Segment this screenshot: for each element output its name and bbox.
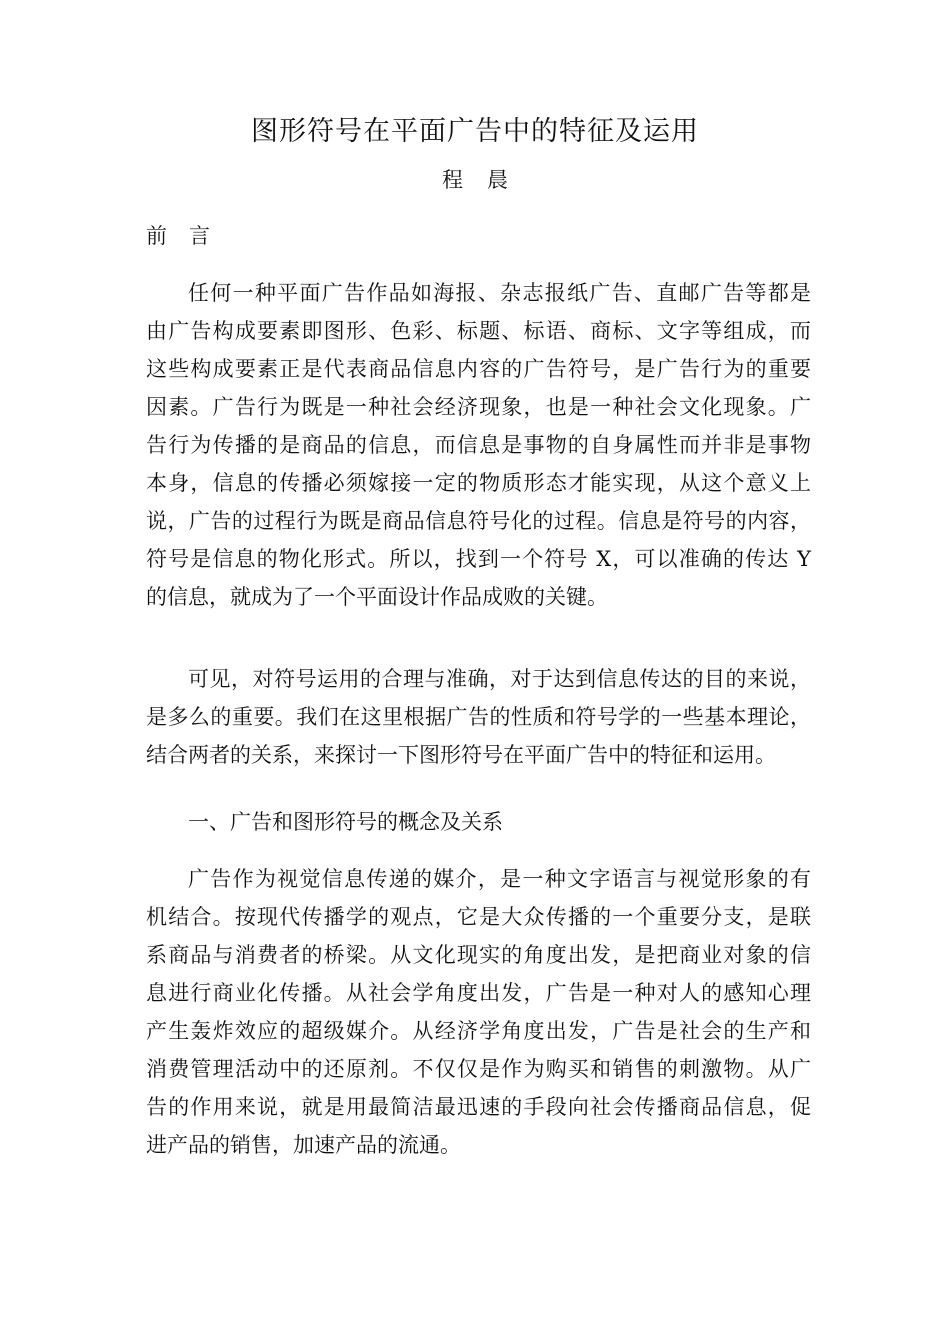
text-line: 系商品与消费者的桥梁。从文化现实的角度出发，是把商业对象的信 — [146, 943, 811, 967]
paragraph-intro-2 — [146, 660, 811, 774]
text-line: 因素。广告行为既是一种社会经济现象，也是一种社会文化现象。广 — [146, 395, 811, 419]
preface-heading: 前言 — [146, 224, 232, 248]
document-title: 图形符号在平面广告中的特征及运用 — [251, 116, 699, 147]
text-line: 的信息，就成为了一个平面设计作品成败的关键。 — [146, 585, 608, 609]
text-line: 是多么的重要。我们在这里根据广告的性质和符号学的一些基本理论， — [146, 705, 811, 729]
text-line: 消费管理活动中的还原剂。不仅仅是作为购买和销售的刺激物。从广 — [146, 1057, 811, 1081]
text-line: 告的作用来说，就是用最简洁最迅速的手段向社会传播商品信息，促 — [146, 1095, 811, 1119]
paragraph-intro-1 — [146, 274, 811, 616]
text-line: 本身，信息的传播必须嫁接一定的物质形态才能实现，从这个意义上 — [146, 471, 811, 495]
author-name: 程晨 — [442, 168, 532, 192]
text-line: 结合两者的关系，来探讨一下图形符号在平面广告中的特征和运用。 — [146, 743, 776, 767]
section-heading-1: 一、广告和图形符号的概念及关系 — [188, 810, 503, 834]
text-line: 进产品的销售，加速产品的流通。 — [146, 1133, 461, 1157]
text-line: 息进行商业化传播。从社会学角度出发，广告是一种对人的感知心理 — [146, 981, 811, 1005]
text-line: 任何一种平面广告作品如海报、杂志报纸广告、直邮广告等都是 — [188, 281, 811, 305]
text-line: 说，广告的过程行为既是商品信息符号化的过程。信息是符号的内容， — [146, 509, 811, 533]
paragraph-section-1 — [146, 860, 811, 1164]
text-line: 可见，对符号运用的合理与准确，对于达到信息传达的目的来说， — [188, 667, 811, 691]
text-line: 机结合。按现代传播学的观点，它是大众传播的一个重要分支，是联 — [146, 905, 811, 929]
text-line: 告行为传播的是商品的信息，而信息是事物的自身属性而并非是事物 — [146, 433, 811, 457]
text-line: 产生轰炸效应的超级媒介。从经济学角度出发，广告是社会的生产和 — [146, 1019, 811, 1043]
text-line: 这些构成要素正是代表商品信息内容的广告符号，是广告行为的重要 — [146, 357, 811, 381]
text-line: 符号是信息的物化形式。所以，找到一个符号 X，可以准确的传达 Y — [146, 547, 811, 571]
text-line: 由广告构成要素即图形、色彩、标题、标语、商标、文字等组成，而 — [146, 319, 811, 343]
text-line: 广告作为视觉信息传递的媒介，是一种文字语言与视觉形象的有 — [188, 867, 811, 891]
